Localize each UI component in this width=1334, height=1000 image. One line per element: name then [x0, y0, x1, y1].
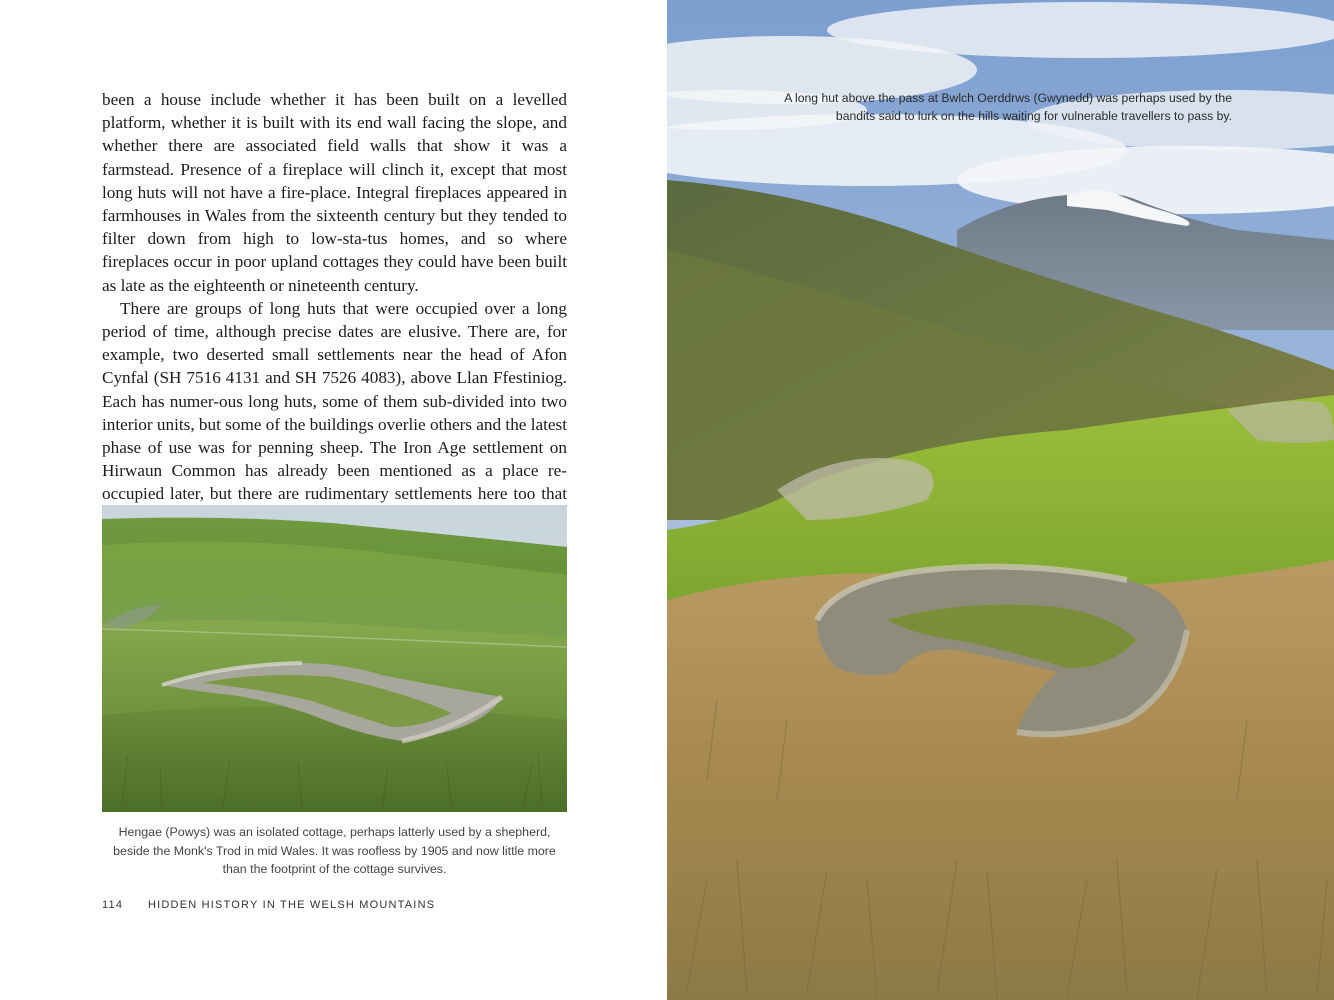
- body-paragraph: There are groups of long huts that were occupied over a long period of time, although precise dates are elusive. There are, for example, two deserted small settlements near the head of Afon Cynfal (SH 7516 4131 and SH 7526 4083), above Llan Ffestiniog. Each has numer-ous long huts, some of them sub-divided into two interior units, but some of the buildings overlie others and the latest phase of use was for penning sheep. The Iron Age settlement on Hirwaun Common has already been mentioned as a place re-occupied later, but there are rudimentary settlements here too that: [102, 298, 567, 504]
- running-head: HIDDEN HISTORY IN THE WELSH MOUNTAINS: [148, 899, 436, 911]
- page-number: 114: [102, 899, 124, 911]
- figure-caption: Hengae (Powys) was an isolated cottage, perhaps latterly used by a shepherd, beside the Monk's Trod in mid Wales. It was roofless by 1905 and now little more than the footprint of the cottage survives.: [113, 825, 556, 877]
- body-text: [102, 88, 567, 529]
- hengae-photo: [102, 505, 567, 812]
- figure-caption: A long hut above the pass at Bwlch Oerddrws (Gwynedd) was perhaps used by the bandits said to lurk on the hills waiting for vulnerable travellers to pass by.: [784, 91, 1232, 124]
- bwlch-oerddrws-photo: [667, 0, 1334, 1000]
- right-page: [667, 0, 1334, 1000]
- body-paragraph: been a house include whether it has been built on a levelled platform, whether it is built with its end wall facing the slope, and whether there are associated field walls that show it was a farmstead. Presence of a fireplace will clinch it, except that most long huts will not have a fire-place. Integral fireplaces appeared in farmhouses in Wales from the sixteenth century but they tended to filter down from high to low-sta-tus homes, and so where fireplaces occur in poor upland cottages they could have been built as late as the eighteenth or nineteenth century.: [102, 90, 567, 295]
- page-footer: [102, 899, 567, 911]
